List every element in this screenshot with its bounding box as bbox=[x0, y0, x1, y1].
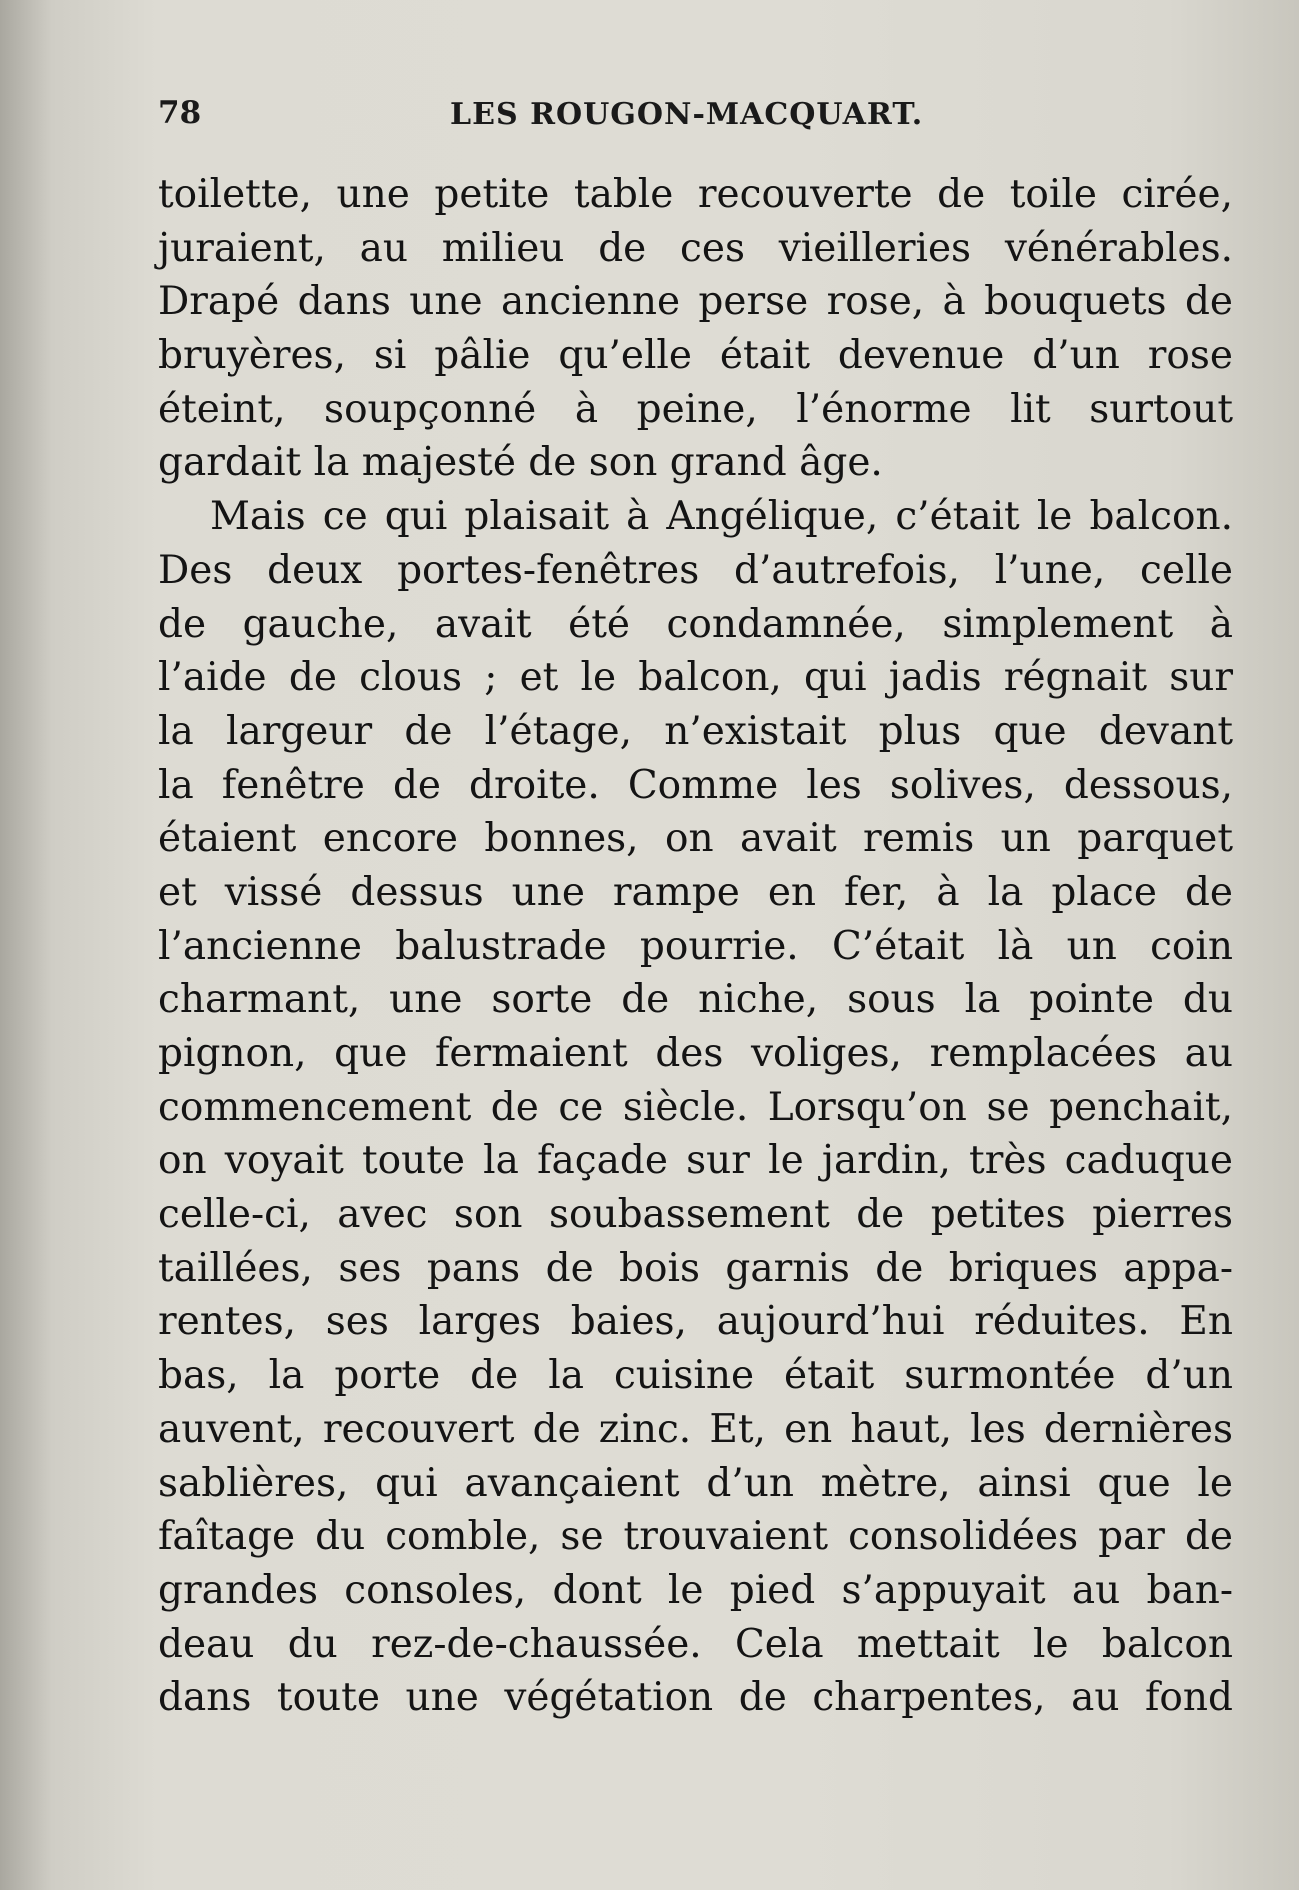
text-line: charmant, une sorte de niche, sous la pointe du bbox=[158, 977, 1233, 1023]
text-line: juraient, au milieu de ces vieilleries vénérables. bbox=[158, 225, 1233, 271]
text-line: l’ancienne balustrade pourrie. C’était là un coin bbox=[158, 923, 1233, 969]
text-line: grandes consoles, dont le pied s’appuyait au ban- bbox=[158, 1567, 1233, 1613]
paragraph-start-line: Mais ce qui plaisait à Angélique, c’était le balcon. bbox=[210, 494, 1233, 540]
text-line: toilette, une petite table recouverte de toile cirée, bbox=[158, 172, 1233, 217]
text-line: on voyait toute la façade sur le jardin, très caduque bbox=[158, 1138, 1233, 1184]
text-line: la largeur de l’étage, n’existait plus que devant bbox=[158, 708, 1233, 754]
text-line: pignon, que fermaient des voliges, remplacées au bbox=[158, 1031, 1233, 1076]
text-line: commencement de ce siècle. Lorsqu’on se penchait, bbox=[158, 1084, 1233, 1130]
text-line: taillées, ses pans de bois garnis de briques appa- bbox=[158, 1245, 1233, 1291]
text-line: sablières, qui avançaient d’un mètre, ainsi que le bbox=[158, 1460, 1233, 1506]
text-line: Des deux portes-fenêtres d’autrefois, l’une, celle bbox=[158, 547, 1233, 593]
text-line: éteint, soupçonné à peine, l’énorme lit surtout bbox=[158, 386, 1233, 432]
running-title: LES ROUGON-MACQUART. bbox=[450, 97, 924, 132]
text-line: dans toute une végétation de charpentes, au fond bbox=[158, 1675, 1233, 1721]
text-line: celle-ci, avec son soubassement de petites pierres bbox=[158, 1192, 1233, 1238]
text-line: et vissé dessus une rampe en fer, à la place de bbox=[158, 869, 1233, 915]
text-line: rentes, ses larges baies, aujourd’hui réduites. En bbox=[158, 1299, 1233, 1345]
text-line: de gauche, avait été condamnée, simplement à bbox=[158, 601, 1233, 647]
text-line: étaient encore bonnes, on avait remis un parquet bbox=[158, 816, 1233, 862]
text-line: bas, la porte de la cuisine était surmontée d’un bbox=[158, 1353, 1233, 1399]
text-line: gardait la majesté de son grand âge. bbox=[158, 440, 883, 486]
text-line: bruyères, si pâlie qu’elle était devenue d’un rose bbox=[158, 333, 1233, 379]
text-line: l’aide de clous ; et le balcon, qui jadis régnait sur bbox=[158, 655, 1233, 701]
text-line: auvent, recouvert de zinc. Et, en haut, les dernières bbox=[158, 1406, 1233, 1452]
body-text bbox=[158, 168, 1233, 1725]
page-header bbox=[158, 95, 1238, 145]
text-line: Drapé dans une ancienne perse rose, à bouquets de bbox=[158, 279, 1233, 325]
text-line: faîtage du comble, se trouvaient consolidées par de bbox=[158, 1514, 1233, 1560]
text-line: la fenêtre de droite. Comme les solives, dessous, bbox=[158, 762, 1233, 808]
page-number: 78 bbox=[158, 95, 202, 131]
text-line: deau du rez-de-chaussée. Cela mettait le balcon bbox=[158, 1621, 1233, 1667]
